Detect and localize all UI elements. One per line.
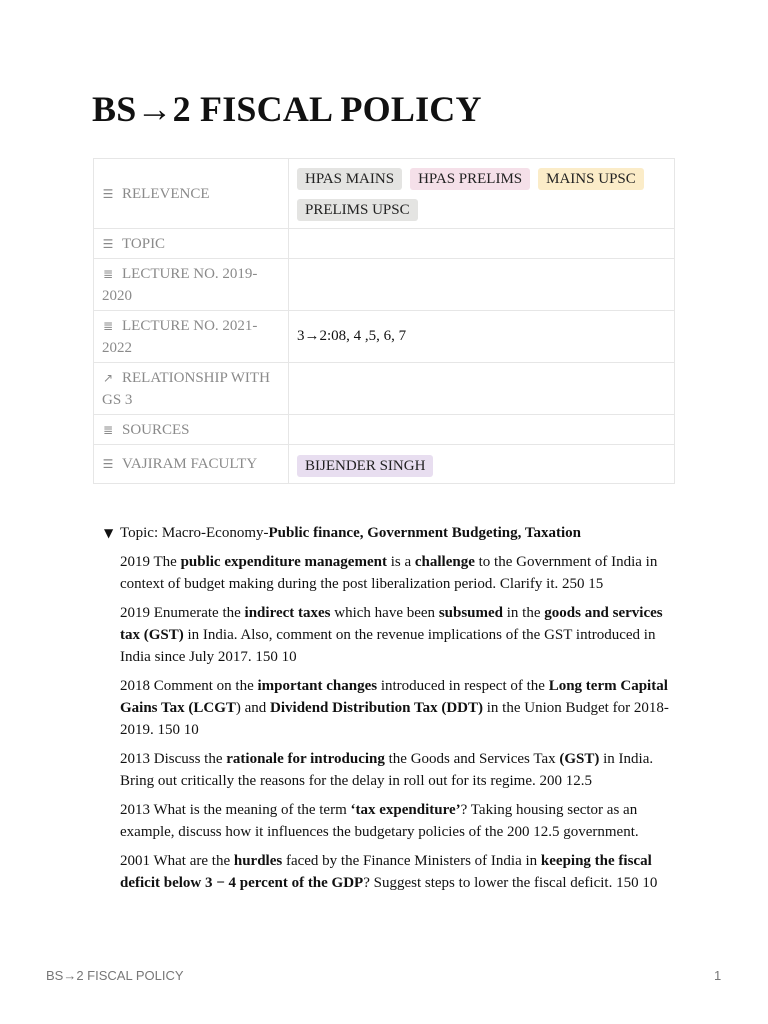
question-paragraph xyxy=(120,850,684,894)
footer-title: BS→2 FISCAL POLICY xyxy=(46,968,184,983)
text-run: to the Government of India in context of budget making during the post liberalization period. Clarify it. 250 15 xyxy=(120,554,658,592)
list-icon: ☰ xyxy=(102,186,114,201)
topic-toggle[interactable] xyxy=(104,522,684,544)
text-run: 2019 The xyxy=(120,554,181,570)
text-run: in the xyxy=(503,605,545,621)
property-value[interactable] xyxy=(289,445,675,484)
property-text: 3→2:08, 4 ,5, 6, 7 xyxy=(297,328,407,344)
properties-table xyxy=(93,158,675,484)
bold-text: rationale for introducing xyxy=(226,751,385,767)
property-value[interactable] xyxy=(289,415,675,445)
text-run: 2018 Comment on the xyxy=(120,678,258,694)
text-run: 2013 Discuss the xyxy=(120,751,227,767)
text-run: faced by the Finance Ministers of India in xyxy=(282,853,541,869)
text-run: in India. Also, comment on the revenue implications of the GST introduced in India since July 2017. 150 10 xyxy=(120,627,656,665)
property-value[interactable] xyxy=(289,229,675,259)
property-name xyxy=(94,445,289,484)
property-row xyxy=(94,159,675,229)
property-label: TOPIC xyxy=(122,235,166,252)
property-row xyxy=(94,259,675,311)
property-row xyxy=(94,311,675,363)
property-value[interactable] xyxy=(289,159,675,229)
property-row xyxy=(94,445,675,484)
text-run: 2013 What is the meaning of the term xyxy=(120,802,351,818)
list-icon: ☰ xyxy=(102,236,114,251)
question-paragraph xyxy=(120,602,684,668)
text-run: introduced in respect of the xyxy=(377,678,549,694)
property-name xyxy=(94,415,289,445)
bold-text: hurdles xyxy=(233,853,283,869)
bold-text: goods and services tax (GST) xyxy=(120,605,663,643)
topic-section xyxy=(104,522,684,901)
property-row xyxy=(94,415,675,445)
text-run: in the Union Budget for 2018-2019. 150 10 xyxy=(120,700,669,738)
property-name xyxy=(94,229,289,259)
tag-chip[interactable]: MAINS UPSC xyxy=(538,168,644,190)
property-name xyxy=(94,311,289,363)
text-run: ? Taking housing sector as an example, discuss how it influences the budgetary policies of the 200 12.5 government. xyxy=(120,802,639,840)
text-run: in India. Bring out critically the reasons for the delay in roll out for its regime. 200 12.5 xyxy=(120,751,654,789)
question-paragraph xyxy=(120,551,684,595)
property-label: LECTURE NO. 2021-2022 xyxy=(102,317,258,356)
text-icon: ≣ xyxy=(102,266,114,281)
topic-heading: Topic: Macro-Economy-Public finance, Government Budgeting, Taxation xyxy=(120,525,582,541)
property-name xyxy=(94,159,289,229)
property-row xyxy=(94,363,675,415)
property-value[interactable] xyxy=(289,259,675,311)
property-name xyxy=(94,363,289,415)
question-list xyxy=(104,551,684,894)
property-name xyxy=(94,259,289,311)
bold-text: important changes xyxy=(257,678,378,694)
bold-text: subsumed xyxy=(438,605,504,621)
property-label: SOURCES xyxy=(122,421,190,438)
bold-text: Long term Capital Gains Tax (LCGT xyxy=(120,678,668,716)
bold-text: ‘tax expenditure’ xyxy=(350,802,461,818)
page-number: 1 xyxy=(714,968,722,983)
text-run: which have been xyxy=(330,605,439,621)
question-paragraph xyxy=(120,675,684,741)
text-run: the Goods and Services Tax xyxy=(384,751,560,767)
text-icon: ≣ xyxy=(102,318,114,333)
tag-chip[interactable]: BIJENDER SINGH xyxy=(297,455,433,477)
property-label: RELATIONSHIP WITH GS 3 xyxy=(102,369,270,408)
tag-chip[interactable]: HPAS PRELIMS xyxy=(410,168,530,190)
tag-chip[interactable]: HPAS MAINS xyxy=(297,168,402,190)
property-value[interactable] xyxy=(289,363,675,415)
question-paragraph xyxy=(120,799,684,843)
toggle-triangle-icon[interactable]: ▼ xyxy=(104,526,114,540)
relation-arrow-icon: ↗ xyxy=(102,370,114,385)
text-run: ) and xyxy=(235,700,271,716)
text-run: ? Suggest steps to lower the fiscal deficit. 150 10 xyxy=(363,875,658,891)
bold-text: keeping the fiscal deficit below 3 − 4 percent of the GDP xyxy=(120,853,652,891)
tag-chip[interactable]: PRELIMS UPSC xyxy=(297,199,418,221)
property-label: LECTURE NO. 2019-2020 xyxy=(102,265,258,304)
text-run: is a xyxy=(386,554,415,570)
bold-text: public expenditure management xyxy=(180,554,387,570)
list-icon: ☰ xyxy=(102,457,114,471)
property-label: VAJIRAM FACULTY xyxy=(122,456,258,472)
text-icon: ≣ xyxy=(102,422,114,437)
bold-text: (GST) xyxy=(559,751,600,767)
bold-text: Dividend Distribution Tax (DDT) xyxy=(270,700,484,716)
property-row xyxy=(94,229,675,259)
bold-text: challenge xyxy=(414,554,475,570)
bold-text: indirect taxes xyxy=(244,605,331,621)
question-paragraph xyxy=(120,748,684,792)
text-run: 2001 What are the xyxy=(120,853,234,869)
property-value[interactable] xyxy=(289,311,675,363)
text-run: 2019 Enumerate the xyxy=(120,605,245,621)
page-title: BS→2 FISCAL POLICY xyxy=(92,89,482,129)
property-label: RELEVENCE xyxy=(122,185,210,202)
